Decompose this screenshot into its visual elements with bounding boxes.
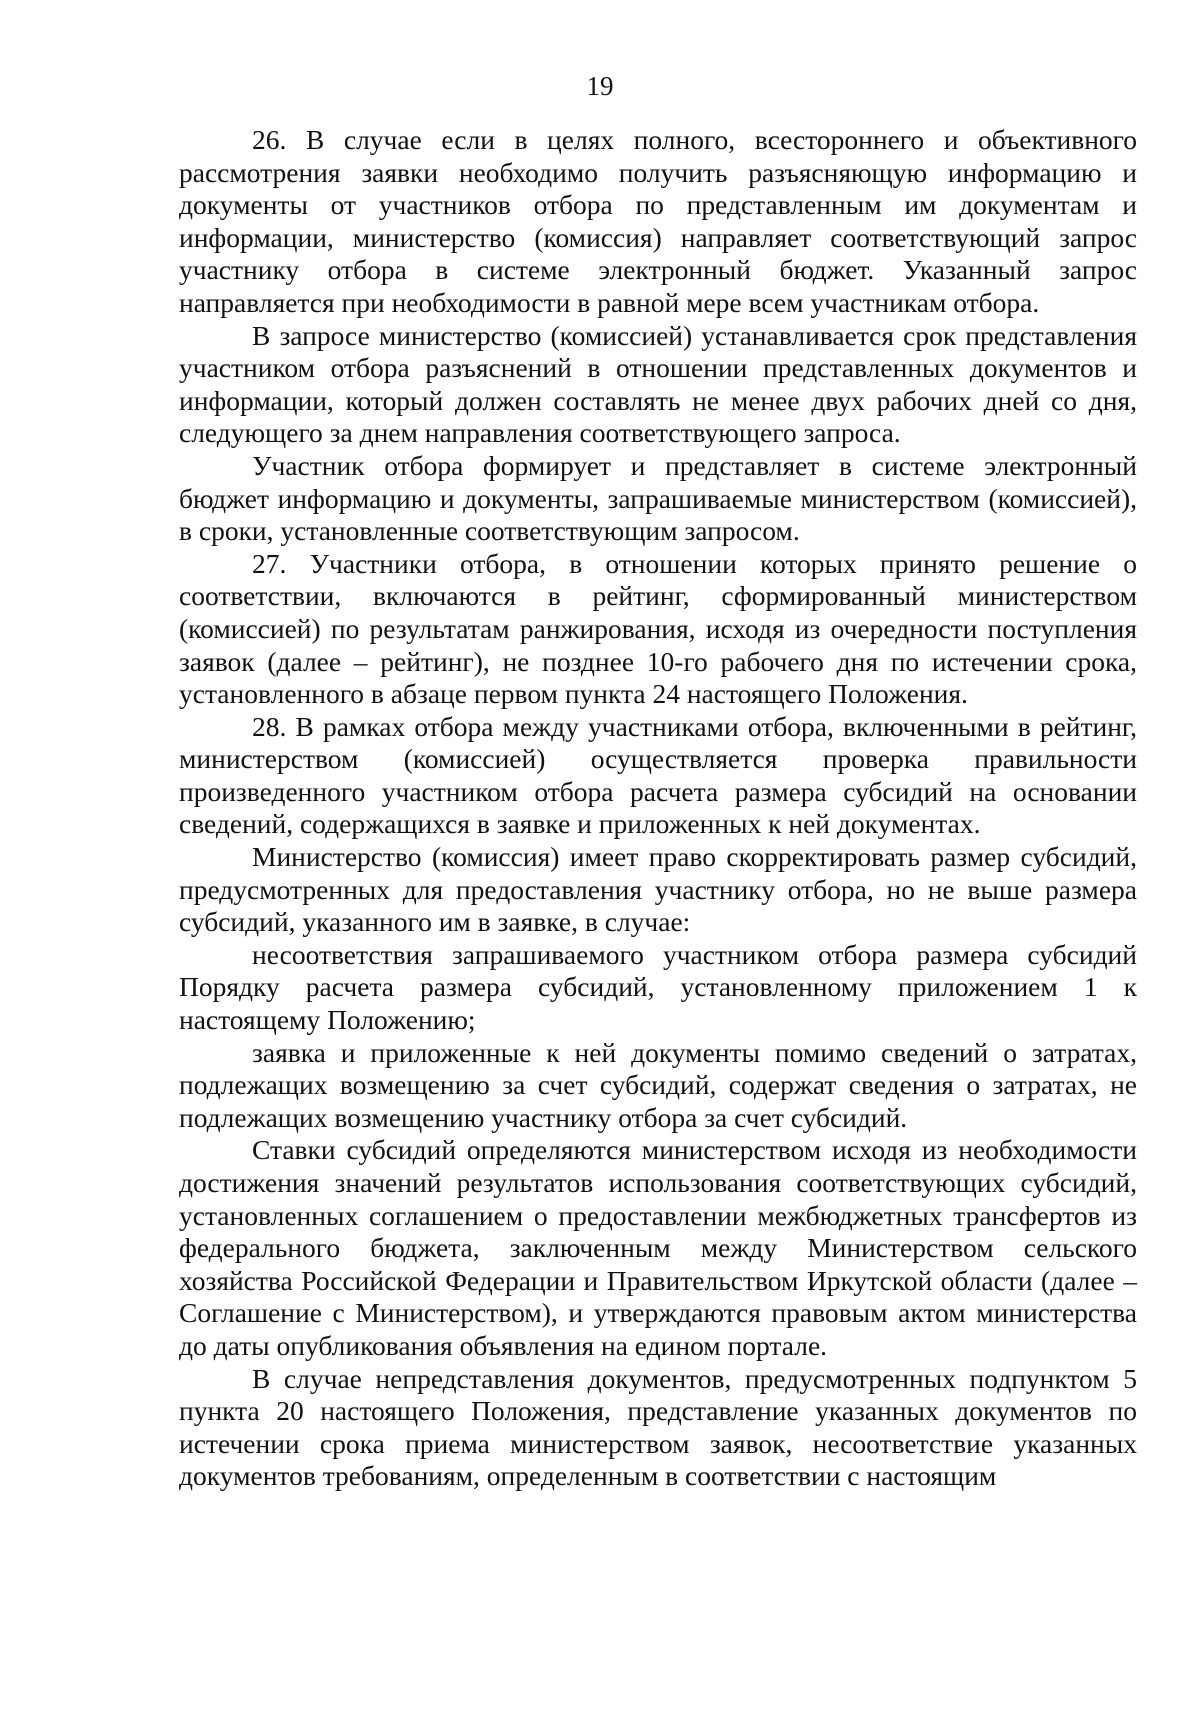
paragraph-subsidy-rates: Ставки субсидий определяются министерством исходя из необходимости достижения значений результатов использования соответствующих субсидий, установленных соглашением о предоставлении межбюджетных трансфертов из федерального бюджета, заключенным между Министерством сельского хозяйства Российской Федерации и Правительством Иркутской области (далее – Соглашение с Министерством), и утверждаются правовым актом министерства до даты опубликования объявления на едином портале. [179, 1134, 1137, 1361]
page-number: 19 [586, 71, 614, 101]
paragraph-adjustment-case-2: заявка и приложенные к ней документы помимо сведений о затратах, подлежащих возмещению за счет субсидий, содержат сведения о затратах, не подлежащих возмещению участнику отбора за счет субсидий. [179, 1036, 1137, 1133]
document-body [179, 124, 1137, 1493]
paragraph-26-request-clarification: 26. В случае если в целях полного, всестороннего и объективного рассмотрения заявки необходимо получить разъясняющую информацию и документы от участников отбора по представленным им документам и информации, министерство (комиссия) направляет соответствующий запрос участнику отбора в системе электронный бюджет. Указанный запрос направляется при необходимости в равной мере всем участникам отбора. [179, 124, 1137, 318]
paragraph-documents-not-submitted: В случае непредставления документов, предусмотренных подпунктом 5 пункта 20 настоящего Положения, представление указанных документов по истечении срока приема министерством заявок, несоответствие указанных документов требованиям, определенным в соответствии с настоящим [179, 1362, 1137, 1492]
paragraph-28-calculation-check: 28. В рамках отбора между участниками отбора, включенными в рейтинг, министерством (комиссией) осуществляется проверка правильности произведенного участником отбора расчета размера субсидий на основании сведений, содержащихся в заявке и приложенных к ней документах. [179, 710, 1137, 840]
paragraph-adjustment-case-1: несоответствия запрашиваемого участником отбора размера субсидий Порядку расчета размера субсидий, установленному приложением 1 к настоящему Положению; [179, 938, 1137, 1036]
paragraph-participant-response: Участник отбора формирует и представляет в системе электронный бюджет информацию и документы, запрашиваемые министерством (комиссией), в сроки, установленные соответствующим запросом. [179, 449, 1137, 547]
paragraph-request-deadline: В запросе министерство (комиссией) устанавливается срок представления участником отбора разъяснений в отношении представленных документов и информации, который должен составлять не менее двух рабочих дней со дня, следующего за днем направления соответствующего запроса. [179, 319, 1137, 449]
paragraph-27-rating: 27. Участники отбора, в отношении которых принято решение о соответствии, включаются в рейтинг, сформированный министерством (комиссией) по результатам ранжирования, исходя из очередности поступления заявок (далее – рейтинг), не позднее 10-го рабочего дня по истечении срока, установленного в абзаце первом пункта 24 настоящего Положения. [179, 547, 1137, 710]
paragraph-ministry-adjustment: Министерство (комиссия) имеет право скорректировать размер субсидий, предусмотренных для предоставления участнику отбора, но не выше размера субсидий, указанного им в заявке, в случае: [179, 841, 1137, 938]
